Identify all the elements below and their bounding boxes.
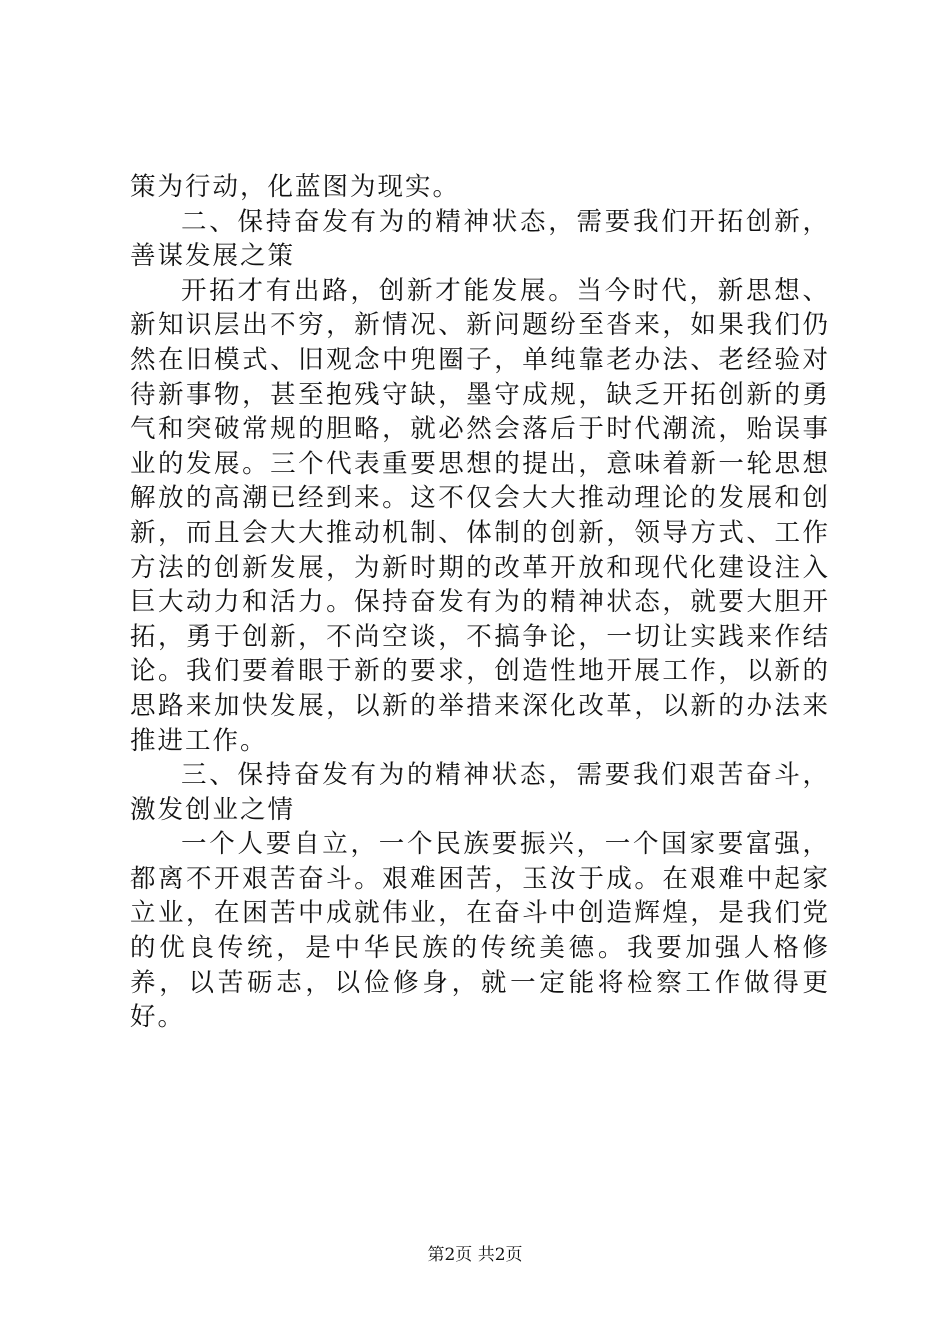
section-heading-3: 三、保持奋发有为的精神状态，需要我们艰苦奋斗，激发创业之情 [130,760,830,825]
paragraph-hard-work: 一个人要自立，一个民族要振兴，一个国家要富强，都离不开艰苦奋斗。艰难困苦，玉汝于成。在艰难中起家立业，在困苦中成就伟业，在奋斗中创造辉煌，是我们党的优良传统，是中华民族的传统美德。我要加强人格修养，以苦砺志，以俭修身，就一定能将检察工作做得更好。 [130,829,830,1033]
page-number-footer: 第2页 共2页 [427,1245,523,1265]
paragraph-continuation: 策为行动，化蓝图为现实。 [130,172,461,202]
document-body [130,170,830,1035]
section-heading-2: 二、保持奋发有为的精神状态，需要我们开拓创新，善谋发展之策 [130,206,830,272]
paragraph-innovation: 开拓才有出路，创新才能发展。当今时代，新思想、新知识层出不穷，新情况、新问题纷至沓来，如果我们仍然在旧模式、旧观念中兜圈子，单纯靠老办法、老经验对待新事物，甚至抱残守缺，墨守成规，缺乏开拓创新的勇气和突破常规的胆略，就必然会落后于时代潮流，贻误事业的发展。三个代表重要思想的提出，意味着新一轮思想解放的高潮已经到来。这不仅会大大推动理论的发展和创新，而且会大大推动机制、体制的创新，领导方式、工作方法的创新发展，为新时期的改革开放和现代化建设注入巨大动力和活力。保持奋发有为的精神状态，就要大胆开拓，勇于创新，不尚空谈，不搞争论，一切让实践来作结论。我们要着眼于新的要求，创造性地开展工作，以新的思路来加快发展，以新的举措来深化改革，以新的办法来推进工作。 [130,275,830,756]
